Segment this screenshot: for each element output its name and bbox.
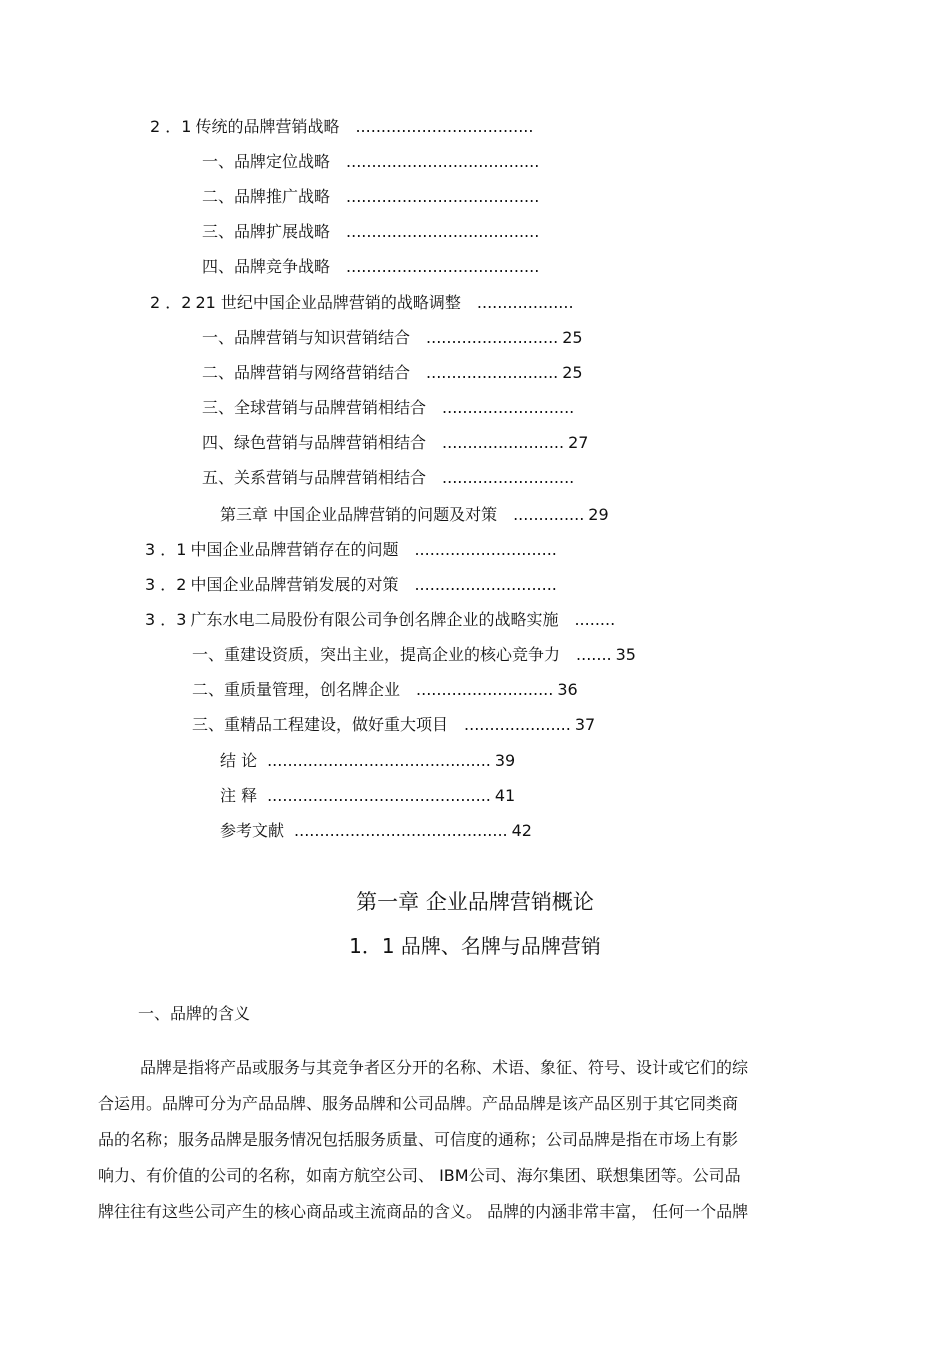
paragraph-line: 品牌是指将产品或服务与其竞争者区分开的名称、术语、象征、符号、设计或它们的综 [140, 1058, 749, 1077]
toc-page: 25 [562, 328, 583, 347]
paragraph-line: 品的名称；服务品牌是服务情况包括服务质量、可信度的通称；公司品牌是指在市场上有影 [98, 1130, 739, 1149]
toc-number: 2 ．2 [150, 293, 192, 312]
toc-title: 参考文献 [220, 821, 285, 840]
toc-leader: ..................... [464, 715, 571, 734]
toc-page: 29 [588, 505, 609, 524]
toc-leader: ...................................... [346, 152, 540, 171]
paragraph-line: 牌往往有这些公司产生的核心商品或主流商品的含义。 品牌的内涵非常丰富， 任何一个品牌 [98, 1202, 749, 1221]
toc-title: 三、品牌扩展战略 [202, 222, 331, 241]
toc-entry[interactable] [145, 610, 619, 630]
toc-title: 结 论 [220, 751, 258, 770]
toc-page: 37 [574, 715, 596, 734]
toc-title: 二、品牌营销与网络营销结合 [202, 363, 411, 382]
toc-title: 传统的品牌营销战略 [195, 117, 340, 136]
toc-entry[interactable] [202, 433, 588, 453]
toc-page: 42 [511, 821, 532, 840]
toc-entry[interactable] [202, 468, 578, 488]
toc-page: 41 [494, 786, 516, 805]
toc-leader: ....... [576, 645, 612, 664]
toc-leader: ...................................... [346, 222, 540, 241]
toc-title: 中国企业品牌营销发展的对策 [190, 575, 399, 594]
toc-title: 一、重建设资质，突出主业，提高企业的核心竞争力 [192, 645, 561, 664]
toc-leader: ................... [476, 293, 574, 312]
toc-page: 36 [557, 680, 578, 699]
toc-entry[interactable] [150, 117, 537, 137]
paragraph-line: 响力、有价值的公司的名称，如南方航空公司、 IBM公司、海尔集团、联想集团等。公司品 [98, 1166, 741, 1185]
toc-number: 2 ．1 [150, 117, 192, 136]
toc-number: 3 ．2 [145, 575, 187, 594]
toc-leader: ........................ [442, 433, 565, 452]
toc-entry[interactable] [220, 505, 609, 525]
toc-title: 三、全球营销与品牌营销相结合 [202, 398, 427, 417]
toc-title: 第三章 中国企业品牌营销的问题及对策 [220, 505, 498, 524]
subsection-heading: 一、品牌的含义 [138, 1004, 251, 1023]
toc-number: 3 ．3 [145, 610, 187, 629]
toc-leader: ............................................ [267, 751, 491, 770]
chapter-title: 第一章 企业品牌营销概论 [356, 890, 594, 914]
toc-entry[interactable] [202, 152, 543, 172]
toc-title: 一、品牌定位战略 [202, 152, 331, 171]
toc-entry[interactable] [145, 540, 561, 560]
toc-title: 注 释 [220, 786, 258, 805]
toc-number: 3 ．1 [145, 540, 187, 559]
toc-title: 五、关系营销与品牌营销相结合 [202, 468, 427, 487]
toc-entry[interactable] [220, 821, 532, 841]
toc-entry[interactable] [202, 328, 583, 348]
toc-title: 中国企业品牌营销存在的问题 [190, 540, 399, 559]
toc-entry[interactable] [145, 575, 561, 595]
toc-title: 四、品牌竞争战略 [202, 257, 331, 276]
toc-page: 35 [615, 645, 636, 664]
toc-entry[interactable] [192, 645, 636, 665]
toc-entry[interactable] [202, 222, 543, 242]
section-title: 1．1 品牌、名牌与品牌营销 [349, 934, 601, 958]
toc-entry[interactable] [150, 293, 578, 313]
toc-entry[interactable] [202, 187, 543, 207]
toc-leader: ...................................... [346, 187, 540, 206]
toc-page: 39 [494, 751, 516, 770]
toc-title: 二、重质量管理，创名牌企业 [192, 680, 401, 699]
toc-entry[interactable] [220, 786, 515, 806]
toc-leader: ............................................ [267, 786, 491, 805]
toc-entry[interactable] [192, 680, 578, 700]
toc-page: 25 [562, 363, 583, 382]
toc-leader: .......................... [426, 328, 559, 347]
toc-leader: ...................................... [346, 257, 540, 276]
paragraph-line: 合运用。品牌可分为产品品牌、服务品牌和公司品牌。产品品牌是该产品区别于其它同类商 [98, 1094, 739, 1113]
toc-leader: ........................... [416, 680, 554, 699]
toc-entry[interactable] [202, 398, 578, 418]
toc-title: 三、重精品工程建设，做好重大项目 [192, 715, 449, 734]
toc-entry[interactable] [220, 751, 515, 771]
toc-page: 27 [568, 433, 589, 452]
toc-title: 21 世纪中国企业品牌营销的战略调整 [195, 293, 461, 312]
toc-leader: .......................... [442, 398, 575, 417]
toc-leader: ............................ [414, 540, 557, 559]
body-paragraph [98, 1050, 858, 1230]
toc-leader: .......................................... [294, 821, 508, 840]
toc-title: 四、绿色营销与品牌营销相结合 [202, 433, 427, 452]
toc-leader: ........ [574, 610, 616, 629]
toc-entry[interactable] [202, 257, 543, 277]
toc-leader: ............................ [414, 575, 557, 594]
toc-leader: .......................... [442, 468, 575, 487]
toc-title: 广东水电二局股份有限公司争创名牌企业的战略实施 [190, 610, 559, 629]
toc-entry[interactable] [192, 715, 595, 735]
toc-leader: .......................... [426, 363, 559, 382]
toc-leader: .............. [513, 505, 585, 524]
toc-entry[interactable] [202, 363, 583, 383]
toc-title: 一、品牌营销与知识营销结合 [202, 328, 411, 347]
toc-leader: ................................... [355, 117, 534, 136]
toc-title: 二、品牌推广战略 [202, 187, 331, 206]
